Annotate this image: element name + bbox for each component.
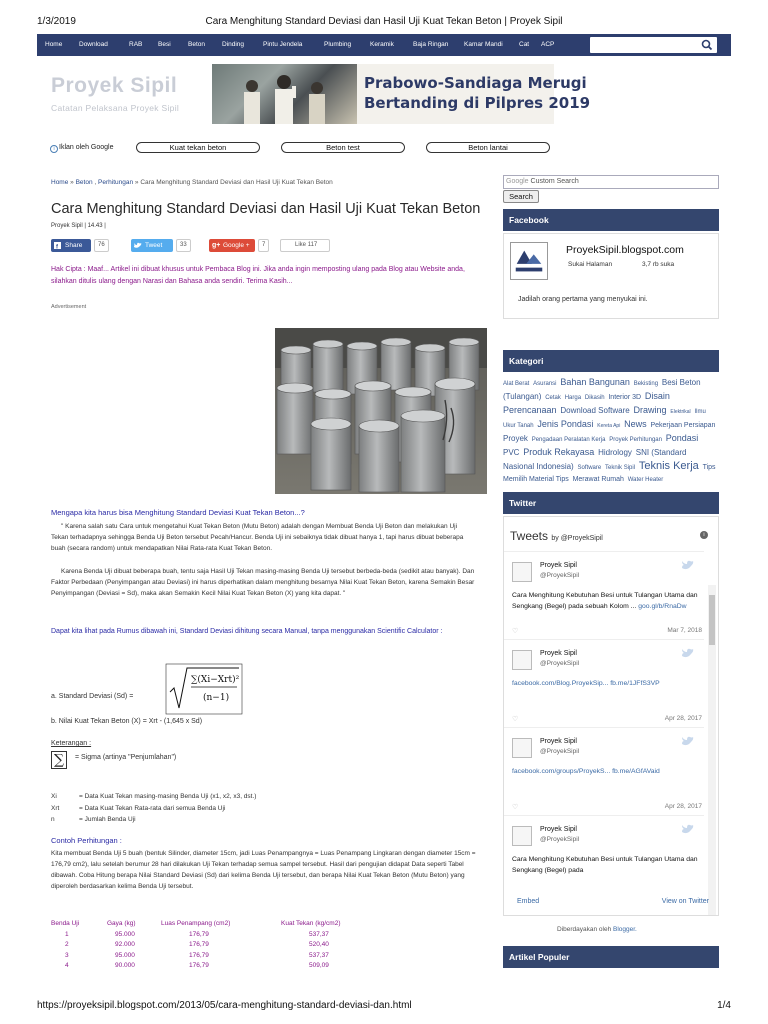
tweet-avatar[interactable]: [512, 650, 532, 670]
tweet-link[interactable]: facebook.com/groups/ProyekS... fb.me/AGfAVaid: [512, 768, 660, 775]
category-link[interactable]: Drawing: [633, 405, 667, 415]
svg-text:(n−1): (n−1): [203, 693, 230, 703]
nav-plumbing[interactable]: Plumbing: [324, 41, 352, 48]
nav-pintu-jendela[interactable]: Pintu Jendela: [263, 41, 303, 48]
like-count: 117: [307, 242, 318, 248]
category-link[interactable]: Bahan Bangunan: [560, 377, 630, 387]
ad-label[interactable]: [50, 144, 113, 153]
table-header: Kuat Tekan (kg/cm2): [281, 920, 341, 927]
ad-link-beton-lantai[interactable]: Beton lantai: [426, 142, 550, 153]
definition-key: n: [51, 816, 55, 823]
table-cell: 95.000: [115, 951, 135, 959]
table-cell: 176,79: [189, 962, 209, 969]
facebook-page-widget: [503, 233, 719, 319]
nav-rab[interactable]: RAB: [129, 41, 143, 48]
google-plus-count: 7: [258, 239, 269, 252]
nav-download[interactable]: Download: [79, 41, 108, 48]
svg-text:∑(Xi−Xrt)²: ∑(Xi−Xrt)²: [191, 675, 240, 685]
table-cell: 176,79: [189, 941, 209, 948]
definition-value: = Data Kuat Tekan Rata-rata dari semua Benda Uji: [79, 804, 226, 812]
category-link[interactable]: Interior 3D: [608, 394, 642, 401]
category-link[interactable]: Kereta Api: [597, 423, 621, 429]
ad-link-kuat-tekan-beton[interactable]: Kuat tekan beton: [136, 142, 260, 153]
definition-xrt: [51, 803, 256, 815]
twitter-bird-icon[interactable]: [682, 824, 694, 834]
tweet-link[interactable]: goo.gl/b/RnaDw: [638, 603, 687, 610]
category-link[interactable]: Tips: [702, 464, 716, 471]
table-cell: 1: [65, 930, 69, 938]
artikel-populer-heading: Artikel Populer: [503, 946, 719, 968]
tweet-author[interactable]: Proyek Sipil: [540, 562, 577, 569]
tweet-avatar[interactable]: [512, 562, 532, 582]
tweet-avatar[interactable]: [512, 738, 532, 758]
tweet-author[interactable]: Proyek Sipil: [540, 650, 577, 657]
facebook-like-count: 3,7 rb suka: [642, 261, 675, 268]
tweet-text: Cara Menghitung Kebutuhan Besi untuk Tulangan Utama dan Sengkang (Begel) pada: [512, 856, 698, 874]
category-link[interactable]: Teknik Sipil: [605, 465, 636, 471]
formula-a-label: a. Standard Deviasi (Sd) =: [51, 693, 134, 700]
print-url: https://proyeksipil.blogspot.com/2013/05/cara-menghitung-standard-deviasi-dan.html: [37, 1000, 412, 1011]
tweet-handle[interactable]: @ProyekSipil: [540, 572, 580, 579]
print-header: [37, 16, 731, 30]
scrollbar-thumb[interactable]: [709, 595, 715, 645]
nav-baja-ringan[interactable]: Baja Ringan: [413, 41, 449, 48]
tweet-handle[interactable]: @ProyekSipil: [540, 836, 580, 843]
heart-icon[interactable]: ♡: [512, 628, 519, 635]
custom-search-input[interactable]: [503, 175, 719, 189]
tweet-handle[interactable]: @ProyekSipil: [540, 660, 580, 667]
heart-icon[interactable]: ♡: [512, 716, 519, 723]
blog-title[interactable]: Proyek Sipil: [51, 74, 178, 97]
info-icon: i: [50, 145, 58, 153]
definition-key: Xi: [51, 793, 57, 800]
table-cell: 176,79: [189, 951, 209, 959]
variable-definitions: [51, 791, 256, 826]
table-row: [51, 952, 381, 963]
table-row: [51, 941, 381, 952]
category-link[interactable]: Download Software: [560, 406, 630, 415]
print-page-number: 1/4: [717, 1000, 731, 1011]
kategori-heading: Kategori: [503, 350, 719, 372]
banner-people-image: [232, 72, 342, 124]
timeline-scrollbar[interactable]: [708, 585, 716, 915]
table-header: Luas Penampang (cm2): [161, 920, 231, 927]
tweet-item[interactable]: [504, 639, 704, 727]
twitter-bird-icon[interactable]: [682, 648, 694, 658]
table-cell: 90.000: [115, 962, 135, 969]
sidebar-search: [503, 175, 719, 205]
section-question-heading: Mengapa kita harus bisa Menghitung Standard Deviasi Kuat Tekan Beton...?: [51, 508, 305, 517]
facebook-share-label: Share: [65, 242, 83, 249]
tweets-by: by @ProyekSipil: [551, 535, 603, 542]
table-row: [51, 931, 381, 942]
tweet-text: [512, 590, 702, 612]
category-link[interactable]: Ilmu Ukur Tanah: [503, 409, 706, 429]
nav-acp[interactable]: ACP: [541, 41, 555, 48]
search-button[interactable]: Search: [503, 190, 539, 203]
google-plus-label: Google +: [223, 242, 250, 249]
breadcrumb-separator: »: [134, 179, 139, 186]
table-cell: 520,40: [309, 941, 329, 948]
sigma-icon: ∑: [51, 751, 67, 769]
ad-link-beton-test[interactable]: Beton test: [281, 142, 405, 153]
category-link[interactable]: Merawat Rumah: [572, 476, 624, 483]
table-header: Gaya (kg): [107, 920, 136, 927]
test-data-table: [51, 920, 381, 973]
print-title: Cara Menghitung Standard Deviasi dan Hasil Uji Kuat Tekan Beton | Proyek Sipil: [205, 16, 563, 27]
powered-by: [557, 926, 637, 933]
post-title: Cara Menghitung Standard Deviasi dan Hasil Uji Kuat Tekan Beton: [51, 201, 481, 217]
category-link[interactable]: Water Heater: [627, 477, 664, 483]
ad-links-row: [50, 142, 720, 156]
breadcrumb-separator: »: [70, 179, 74, 186]
category-link[interactable]: Software: [577, 465, 602, 471]
search-icon[interactable]: [699, 38, 715, 52]
concrete-cylinders-photo: [275, 328, 487, 494]
tweet-date[interactable]: Apr 28, 2017: [664, 715, 702, 722]
breadcrumb: Home » Beton , Perhitungan » Cara Menghitung Standard Deviasi dan Hasil Uji Kuat Tekan Beton: [51, 179, 333, 186]
ad-banner[interactable]: [212, 64, 591, 124]
webpage: [37, 34, 731, 1004]
facebook-page-name[interactable]: ProyekSipil.blogspot.com: [566, 244, 684, 256]
paragraph-1: " Karena salah satu Cara untuk mengetahui Kuat Tekan Beton (Mutu Beton) adalah dengan Membuat Benda Uji Beton dan melakukan Uji Tekan terhadapnya sehingga Benda Uji Beton tersebut Pecah/Hancur. Benda Uji ini sebaiknya tidak dibuat hanya 1, tapi harus dibuat beberapa buah (secara random) untuk mendapatkan Nilai Rata-rata Kuat Tekan Beton.: [51, 523, 464, 552]
category-link[interactable]: Pondasi: [665, 433, 699, 443]
powered-prefix: Diberdayakan oleh: [557, 926, 612, 933]
category-link[interactable]: Pengadaan Peralatan Kerja: [531, 437, 606, 443]
tweet-handle[interactable]: @ProyekSipil: [540, 748, 580, 755]
post-meta: Proyek Sipil | 14.43 |: [51, 223, 106, 229]
banner-headline-2: Bertanding di Pilpres 2019: [364, 94, 591, 112]
table-row: [51, 962, 381, 973]
tweet-label: Tweet: [145, 242, 163, 249]
tweets-title: [510, 529, 603, 543]
nav-cat[interactable]: Cat: [519, 41, 530, 48]
definition-xi: [51, 791, 256, 803]
copyright-notice: Hak Cipta : Maaf... Artikel ini dibuat khusus untuk Pembaca Blog ini. Jika anda ingin memposting ulang pada Blog atau Website anda, silahkan ditulis ulang dengan Narasi dan Bahasa anda sendiri. Terima Kasih...: [51, 266, 465, 285]
keterangan-label: Keterangan :: [51, 740, 92, 747]
top-nav: [37, 34, 731, 56]
view-on-twitter-link[interactable]: View on Twitter: [661, 898, 709, 905]
sigma-explanation: = Sigma (artinya "Penjumlahan"): [75, 754, 177, 761]
definition-value: = Jumlah Benda Uji: [79, 816, 136, 823]
category-link[interactable]: Bekisting: [633, 381, 659, 387]
example-heading: Contoh Perhitungan :: [51, 836, 122, 845]
table-cell: 95.000: [115, 930, 135, 938]
category-link[interactable]: Cetak: [545, 395, 561, 401]
definition-n: [51, 814, 256, 826]
facebook-share-count: 76: [94, 239, 109, 252]
category-link[interactable]: Elektrikal: [670, 409, 691, 415]
embed-link[interactable]: Embed: [517, 898, 540, 905]
tweet-avatar[interactable]: [512, 826, 532, 846]
print-footer: [37, 1000, 731, 1014]
definition-value: = Data Kuat Tekan masing-masing Benda Uji (x1, x2, x3, dst.): [79, 793, 257, 800]
formula-b-label: b. Nilai Kuat Tekan Beton (X) = Xrt - (1,645 x Sd): [51, 718, 203, 725]
facebook-icon: [54, 242, 61, 249]
table-cell: 4: [65, 962, 69, 969]
like-label: Like: [295, 242, 307, 248]
nav-home[interactable]: Home: [45, 41, 63, 48]
like-page-button[interactable]: Sukai Halaman: [568, 261, 613, 268]
formula-intro: Dapat kita lihat pada Rumus dibawah ini, Standard Deviasi dihitung secara Manual, tanpa menggunakan Scientific Calculator :: [51, 628, 443, 635]
tweet-date[interactable]: Mar 7, 2018: [667, 627, 702, 634]
tweet-text: [512, 678, 702, 689]
paragraph-2: Karena Benda Uji dibuat beberapa buah, tentu saja Hasil Uji Tekan masing-masing Benda Uji tersebut berbeda-beda (sedikit atau banyak). Dan Faktor Perbedaan (Penyimpangan atau Deviasi) ini harus diperhatikan dalam menghitung besarnya Nilai Kuat Tekan Beton, karena Semakin Besar Penyimpangan (Deviasi = Sd), maka akan Semakin Kecil Nilai Kuat Tekan Beton (X) yang kita dapat. ": [51, 568, 475, 597]
category-link[interactable]: Pekerjaan Persiapan: [650, 422, 716, 429]
nav-beton[interactable]: Beton: [188, 41, 205, 48]
table-cell: 537,37: [309, 951, 329, 959]
category-link[interactable]: SNI (Standard Nasional Indonesia): [503, 448, 687, 471]
breadcrumb-beton[interactable]: Beton: [75, 179, 93, 186]
breadcrumb-home[interactable]: Home: [51, 179, 69, 186]
tweet-item[interactable]: [504, 815, 704, 903]
tweets-title-text: Tweets: [510, 529, 549, 543]
table-header-row: [51, 920, 381, 931]
table-cell: 176,79: [189, 930, 209, 938]
table-cell: 92.000: [115, 941, 135, 948]
standard-deviation-formula: [165, 660, 243, 716]
category-link[interactable]: Dikasih: [584, 395, 605, 401]
tweet-text: [512, 766, 702, 777]
tweet-link[interactable]: facebook.com/Blog.ProyekSip... fb.me/1JFfS3VP: [512, 680, 660, 687]
nav-keramik[interactable]: Keramik: [370, 41, 394, 48]
breadcrumb-current: Cara Menghitung Standard Deviasi dan Hasil Uji Kuat Tekan Beton: [140, 179, 333, 186]
twitter-timeline: [503, 516, 719, 916]
nav-besi[interactable]: Besi: [158, 41, 171, 48]
table-cell: 2: [65, 941, 69, 948]
table-header: Benda Uji: [51, 920, 80, 927]
category-link[interactable]: Teknis Kerja: [638, 460, 699, 472]
category-link[interactable]: Memilih Material Tips: [503, 476, 569, 483]
category-cloud: [503, 376, 719, 486]
proyek-sipil-logo[interactable]: [510, 242, 548, 280]
nav-search-input[interactable]: [590, 37, 717, 53]
blog-description: Catatan Pelaksana Proyek Sipil: [51, 103, 180, 113]
category-link[interactable]: News: [624, 419, 647, 429]
facebook-cta: Jadilah orang pertama yang menyukai ini.: [518, 296, 648, 303]
blogger-link[interactable]: Blogger.: [613, 926, 637, 933]
tweet-body: Cara Menghitung Kebutuhan Besi untuk Tulangan Utama dan Sengkang (Begel) pada sebuah Kolom ...: [512, 592, 698, 610]
table-cell: 537,37: [309, 930, 329, 938]
table-cell: 509,09: [309, 962, 329, 969]
tweet-item[interactable]: [504, 727, 704, 815]
info-icon[interactable]: i: [700, 531, 708, 539]
category-link[interactable]: Disain Perencanaan: [503, 391, 670, 415]
facebook-widget-heading: Facebook: [503, 209, 719, 231]
category-link[interactable]: Produk Rekayasa: [523, 447, 595, 457]
print-date: 1/3/2019: [37, 16, 76, 27]
twitter-bird-icon[interactable]: [682, 736, 694, 746]
table-cell: 3: [65, 951, 69, 959]
google-plus-icon: g+: [212, 242, 221, 249]
tweet-count: 33: [176, 239, 191, 252]
definition-key: Xrt: [51, 804, 60, 812]
twitter-widget-heading: Twitter: [503, 492, 719, 514]
tweet-author[interactable]: Proyek Sipil: [540, 738, 577, 745]
banner-headline-1: Prabowo-Sandiaga Merugi: [364, 74, 587, 92]
tweet-date[interactable]: Apr 28, 2017: [664, 803, 702, 810]
search-placeholder: Custom Search: [530, 178, 579, 185]
category-link[interactable]: Proyek Perhitungan: [609, 437, 662, 443]
breadcrumb-perhitungan[interactable]: Perhitungan: [98, 179, 134, 186]
example-body: Kita membuat Benda Uji 5 buah (bentuk Silinder, diameter 15cm, jadi Luas Penampangnya = Luas Penampang Lingkaran dengan diameter 15cm = 176,79 cm2), lalu setelah berumur 28 hari dilakukan Uji Tekan terhadap semua sampel tersebut. Hasil dari pengujian didapat Data seperti Tabel dibawah. Coba Hitung berapa Nilai Standard Deviasi (Sd) dari kelima Benda Uji tersebut, dan berapa Nilai Kuat Tekan Beton (Mutu Beton) yang diperoleh berdasarkan kelima Benda Uji tersebut.: [51, 850, 476, 890]
nav-kamar-mandi[interactable]: Kamar Mandi: [464, 41, 503, 48]
advertisement-label: Advertisement: [51, 304, 87, 310]
category-link[interactable]: Jenis Pondasi: [537, 419, 594, 429]
tweet-item[interactable]: [504, 551, 704, 639]
heart-icon[interactable]: ♡: [512, 804, 519, 811]
ad-label-text: Iklan oleh Google: [59, 144, 114, 151]
category-link[interactable]: Hidrology: [598, 448, 632, 457]
like-button[interactable]: [280, 239, 330, 252]
svg-text:f: f: [56, 244, 58, 251]
tweet-author[interactable]: Proyek Sipil: [540, 826, 577, 833]
nav-dinding[interactable]: Dinding: [222, 41, 245, 48]
category-link[interactable]: Proyek: [503, 434, 528, 443]
twitter-bird-icon: [134, 242, 142, 249]
category-link[interactable]: Besi Beton (Tulangan): [503, 378, 701, 401]
category-link[interactable]: Alat Berat: [503, 381, 530, 387]
google-wordmark: Google: [506, 178, 529, 185]
category-link[interactable]: Asuransi: [533, 381, 557, 387]
category-link[interactable]: PVC: [503, 448, 520, 457]
category-link[interactable]: Harga: [564, 395, 582, 401]
twitter-bird-icon[interactable]: [682, 560, 694, 570]
